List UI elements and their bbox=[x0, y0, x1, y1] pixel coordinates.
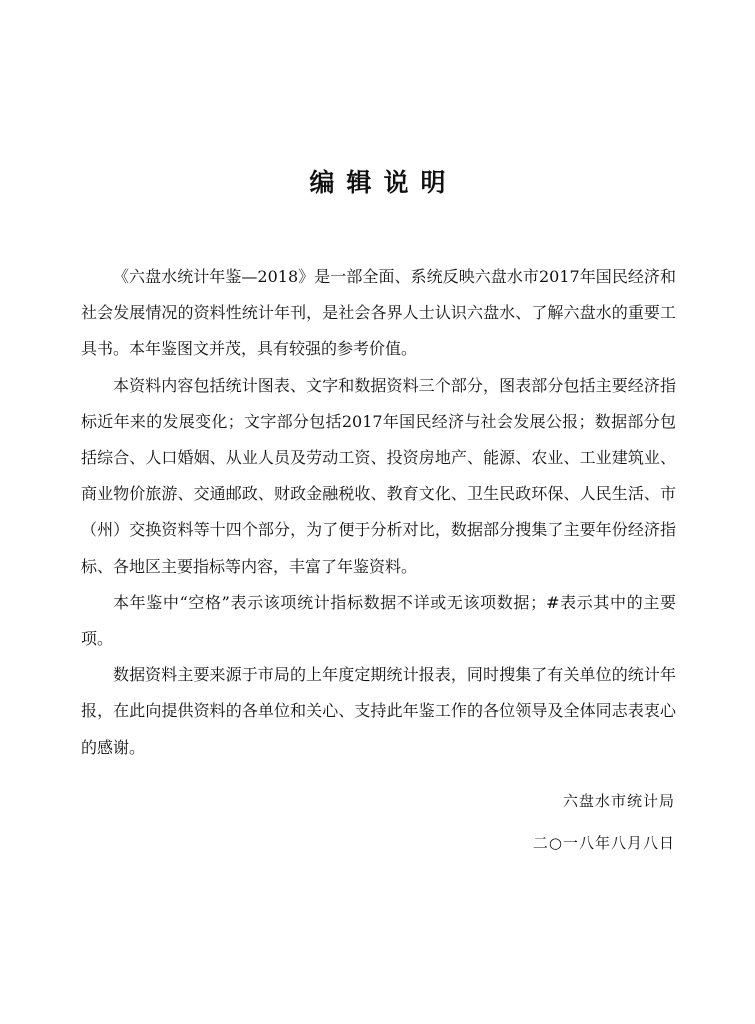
paragraph-intro: 《六盘水统计年鉴—2018》是一部全面、系统反映六盘水市2017年国民经济和社会发展情况的资料性统计年刊，是社会各界人士认识六盘水、了解六盘水的重要工具书。本年鉴图文并茂，具有较强的参考价值。 bbox=[81, 267, 676, 359]
page-title: 编辑说明 bbox=[309, 168, 458, 197]
signature-date: 二○一八年八月八日 bbox=[532, 834, 675, 852]
signature-organization: 六盘水市统计局 bbox=[562, 792, 675, 810]
paragraph-contents: 本资料内容包括统计图表、文字和数据资料三个部分，图表部分包括主要经济指标近年来的发展变化；文字部分包括2017年国民经济与社会发展公报；数据部分包括综合、人口婚姻、从业人员及劳动工资、投资房地产、能源、农业、工业建筑业、商业物价旅游、交通邮政、财政金融税收、教育文化、卫生民政环保、人民生活、市（州）交换资料等十四个部分，为了便于分析对比，数据部分搜集了主要年份经济指标、各地区主要指标等内容，丰富了年鉴资料。 bbox=[81, 375, 676, 576]
paragraph-notation: 本年鉴中“空格”表示该项统计指标数据不详或无该项数据；#表示其中的主要项。 bbox=[81, 592, 676, 649]
body-text bbox=[81, 259, 676, 766]
paragraph-acknowledgement: 数据资料主要来源于市局的上年度定期统计报表，同时搜集了有关单位的统计年报，在此向提供资料的各单位和关心、支持此年鉴工作的各位领导及全体同志表衷心的感谢。 bbox=[81, 665, 676, 757]
